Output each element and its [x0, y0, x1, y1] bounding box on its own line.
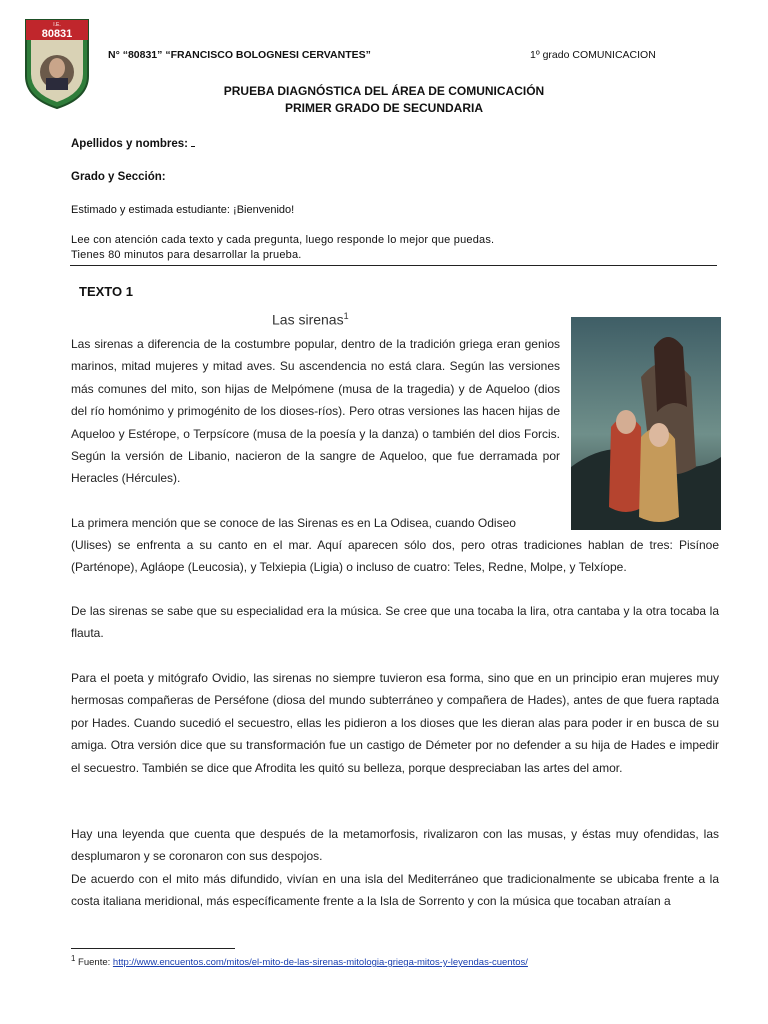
names-field-text: Apellidos y nombres:	[71, 138, 188, 150]
greeting: Estimado y estimada estudiante: ¡Bienvenido!	[71, 204, 295, 216]
grade-label: 1º grado COMUNICACION	[530, 49, 656, 61]
texto-label: TEXTO 1	[79, 284, 133, 299]
instruction-1: Lee con atención cada texto y cada pregunta, luego responde lo mejor que puedas.	[71, 234, 495, 246]
school-name: N° “80831” “FRANCISCO BOLOGNESI CERVANTES”	[108, 49, 371, 61]
footnote-mark: 1	[71, 954, 76, 963]
paragraph-2-rest: (Ulises) se enfrenta a su canto en el mar. Aquí aparecen sólo dos, pero otras tradiciones hablan de tres: Pisínoe (Parténope), Agláope (Leucosia), y Telxiepia (Ligia) o incluso de cuatro: Teles, Redne, Molpe, y Telxíope.	[71, 538, 719, 575]
story-title-text: Las sirenas	[272, 311, 344, 328]
exam-subtitle: PRIMER GRADO DE SECUNDARIA	[284, 101, 483, 115]
paragraph-2-start: La primera mención que se conoce de las Sirenas es en La Odisea, cuando Odiseo	[71, 516, 516, 530]
footnote-divider	[71, 948, 235, 949]
names-field-label	[71, 138, 195, 150]
footnote-prefix: Fuente:	[75, 957, 113, 969]
sirens-image	[571, 317, 721, 530]
paragraph-6: De acuerdo con el mito más difundido, vivían en una isla del Mediterráneo que tradicionalmente se ubicaba frente a la costa italiana meridional, más específicamente frente a la Isla de Sorrento y con la música que tocaban atraían a	[71, 872, 719, 909]
logo-text: 80831	[41, 28, 73, 40]
footnote	[71, 954, 528, 968]
footnote-ref[interactable]: 1	[343, 311, 349, 321]
instruction-2: Tienes 80 minutos para desarrollar la prueba.	[71, 249, 302, 261]
logo-small-text: I.E.	[53, 22, 61, 28]
grade-section-label: Grado y Sección:	[71, 171, 166, 183]
paragraph-4: Para el poeta y mitógrafo Ovidio, las sirenas no siempre tuvieron esa forma, sino que en un principio eran mujeres muy hermosas compañeras de Perséfone (diosa del mundo subterráneo y compañera de Hades), antes de que fuera raptada por Hades. Cuando sucedió el secuestro, ellas les pidieron a los dioses que les dieran alas para poder ir en busca de su amiga. Otra versión dice que su transformación fue un castigo de Démeter por no defender a su hija de Hades e impedir el secuestro. También se dice que Afrodita les quitó su belleza, porque despreciaban las artes del amor.	[71, 671, 719, 775]
paragraph-3: De las sirenas se sabe que su especialidad era la música. Se cree que una tocaba la lira, otra cantaba y la otra tocaba la flauta.	[71, 604, 719, 641]
names-underline[interactable]	[191, 146, 195, 147]
divider	[70, 265, 717, 266]
paragraph-1: Las sirenas a diferencia de la costumbre popular, dentro de la tradición griega eran genios marinos, mitad mujeres y mitad aves. Su ascendencia no está clara. Según las versiones más comunes del mito, son hijas de Melpómene (musa de la tragedia) y de Aqueloo (dios del río homónimo y primogénito de los dioses-ríos). Pero otras versiones las hacen hijas de Aqueloo y Estérope, o Terpsícore (musa de la poesía y la danza) o también del dios Forcis. Según la versión de Libanio, nacieron de la sangre de Aqueloo, que fue derramada por Heracles (Hércules).	[71, 337, 560, 486]
footnote-link[interactable]: http://www.encuentos.com/mitos/el-mito-de-las-sirenas-mitologia-griega-mitos-y-leyendas-cuentos/	[112, 957, 528, 969]
paragraph-5: Hay una leyenda que cuenta que después de la metamorfosis, rivalizaron con las musas, y éstas muy ofendidas, las desplumaron y se coronaron con sus despojos.	[71, 827, 719, 864]
story-title	[272, 311, 349, 328]
exam-title: PRUEBA DIAGNÓSTICA DEL ÁREA DE COMUNICACIÓN	[223, 84, 545, 98]
